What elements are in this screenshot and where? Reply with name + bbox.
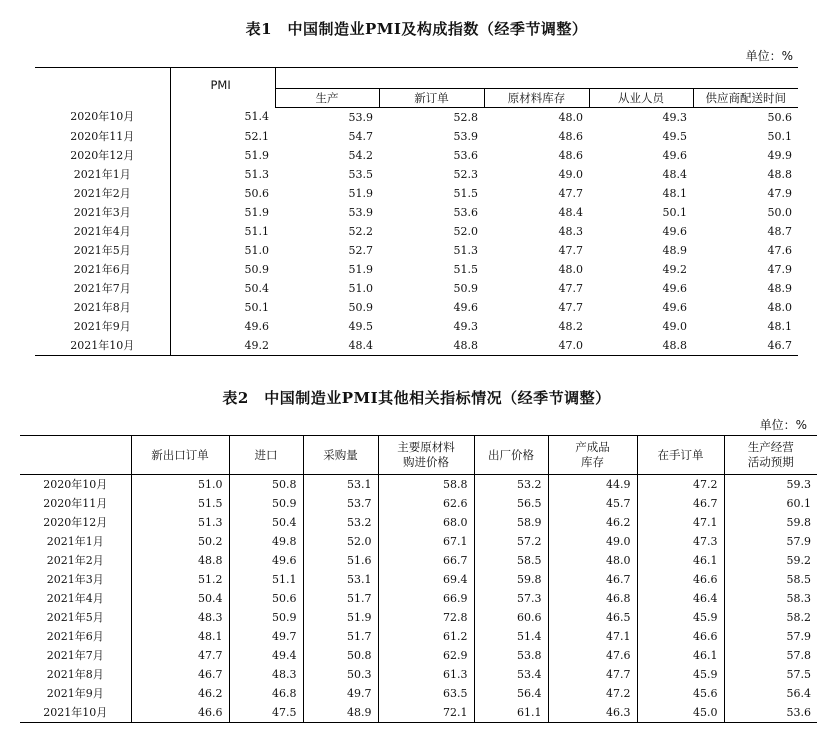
table1-value-cell: 53.5 [348,167,373,181]
row-date: 2021年2月 [46,554,104,567]
table2-value-cell: 66.9 [378,589,474,608]
table1-value-cell: 48.7 [767,224,793,238]
table2-value-cell: 51.5 [131,494,229,513]
table1-value-cell: 49.0 [558,167,583,181]
table2-header-cell [637,436,724,475]
table1-row [35,165,798,184]
table1-value-cell: 48.6 [558,148,583,162]
row-date: 2020年10月 [70,110,135,124]
table2-value-cell: 63.5 [378,684,474,703]
table1-value-cell: 47.7 [558,243,583,257]
table2-value-cell: 47.5 [229,703,303,723]
table2-header-line: 在手订单 [657,447,704,462]
table2-value-cell: 50.4 [131,589,229,608]
table1-value-cell: 52.0 [453,224,478,238]
table2-value-cell: 53.1 [303,475,378,495]
table2-header-line: 主要原材料 [397,440,455,454]
table1-header-cell: 供应商配送时间 [693,88,798,107]
table1-value-cell: 48.9 [662,243,687,257]
table2-value-cell: 53.7 [303,494,378,513]
table2-header-line: 采购量 [323,447,358,462]
table1-row [35,203,798,222]
table1-value-cell: 49.6 [662,300,687,314]
table1-body [35,107,798,355]
table2-header-cell [303,436,378,475]
table2-value-cell: 62.9 [378,646,474,665]
table2-value-cell: 60.1 [724,494,817,513]
table1-value-cell: 48.4 [662,167,687,181]
row-date: 2021年1月 [73,167,131,181]
table2-value-cell: 46.7 [548,570,637,589]
table2-row [20,684,817,703]
table1-unit: 单位：% [745,49,793,63]
table2-header-cell [378,436,474,475]
table2-value-cell: 57.3 [474,589,548,608]
table2-value-cell: 53.4 [474,665,548,684]
row-date: 2021年3月 [73,205,131,219]
table1-title: 表1 中国制造业PMI及构成指数（经季节调整） [245,20,588,38]
table2-header-line: 产成品 [575,440,610,454]
table1-value-cell: 50.4 [170,279,275,298]
table2-value-cell: 45.9 [637,665,724,684]
table1-value-cell: 52.2 [348,224,373,238]
table2-value-cell: 52.0 [303,532,378,551]
table1-value-cell: 53.6 [453,205,478,219]
table2-value-cell: 46.3 [548,703,637,723]
table2 [20,435,817,723]
table1-corner [35,68,170,89]
table1-value-cell: 50.1 [767,129,793,143]
table1-value-cell: 51.9 [348,186,373,200]
table2-row [20,513,817,532]
table2-value-cell: 58.8 [378,475,474,495]
table1-value-cell: 52.3 [453,167,478,181]
table2-header-cell [229,436,303,475]
table2-row [20,532,817,551]
table2-value-cell: 53.2 [474,475,548,495]
table1-row [35,336,798,356]
table1-value-cell: 50.6 [767,110,793,124]
table1-value-cell: 50.9 [453,281,478,295]
table2-value-cell: 46.6 [637,570,724,589]
table2-value-cell: 47.1 [548,627,637,646]
table2-value-cell: 72.8 [378,608,474,627]
table2-value-cell: 46.5 [548,608,637,627]
table2-header-line: 活动预期 [747,455,794,469]
table2-value-cell: 51.0 [131,475,229,495]
table1-value-cell: 52.7 [348,243,373,257]
table2-header-line: 出厂价格 [488,447,534,462]
table2-value-cell: 61.2 [378,627,474,646]
table1-value-cell: 48.8 [379,336,484,356]
table1-value-cell: 53.9 [453,129,478,143]
table1-value-cell: 48.6 [558,129,583,143]
table2-value-cell: 50.9 [229,608,303,627]
table2-value-cell: 50.8 [303,646,378,665]
table2-value-cell: 53.2 [303,513,378,532]
table2-value-cell: 72.1 [378,703,474,723]
table2-value-cell: 46.6 [637,627,724,646]
table1-value-cell: 48.2 [558,319,583,333]
table2-value-cell: 58.3 [724,589,817,608]
table2-value-cell: 50.8 [229,475,303,495]
table1-value-cell: 51.0 [170,241,275,260]
row-date: 2020年12月 [70,148,135,162]
table2-header-cell [474,436,548,475]
table1-value-cell: 53.9 [348,110,373,124]
table2-value-cell: 46.7 [637,494,724,513]
table2-value-cell: 49.8 [229,532,303,551]
table1-value-cell: 51.9 [170,146,275,165]
table1-value-cell: 47.6 [767,243,793,257]
table2-value-cell: 47.1 [637,513,724,532]
row-date: 2020年12月 [43,516,108,529]
row-date: 2021年4月 [73,224,131,238]
table2-value-cell: 46.8 [548,589,637,608]
table1-value-cell: 47.9 [767,262,793,276]
table2-value-cell: 49.7 [229,627,303,646]
row-date: 2020年11月 [43,497,108,510]
table2-value-cell: 47.6 [548,646,637,665]
table2-value-cell: 51.9 [303,608,378,627]
table1-value-cell: 47.9 [767,186,793,200]
table2-row [20,475,817,495]
table2-value-cell: 59.8 [724,513,817,532]
table1-value-cell: 48.4 [558,205,583,219]
row-date: 2020年10月 [43,478,108,491]
table1-row [35,260,798,279]
table2-value-cell: 49.4 [229,646,303,665]
table2-value-cell: 57.8 [724,646,817,665]
table2-header-line: 进口 [254,447,278,462]
table1-value-cell: 47.7 [558,281,583,295]
table2-value-cell: 48.0 [548,551,637,570]
table1-value-cell: 46.7 [693,336,798,356]
table1-value-cell: 49.0 [662,319,687,333]
table2-value-cell: 59.2 [724,551,817,570]
table2-value-cell: 48.9 [303,703,378,723]
table1-value-cell: 49.6 [662,224,687,238]
table2-value-cell: 58.2 [724,608,817,627]
table2-value-cell: 46.2 [131,684,229,703]
table2-value-cell: 46.8 [229,684,303,703]
row-date: 2021年8月 [73,300,131,314]
table2-value-cell: 57.9 [724,532,817,551]
table1-value-cell: 49.6 [453,300,478,314]
table1-value-cell: 48.4 [275,336,379,356]
table2-value-cell: 44.9 [548,475,637,495]
table1-value-cell: 51.3 [453,243,478,257]
row-date: 2021年1月 [46,535,104,548]
row-date: 2021年7月 [73,281,131,295]
table2-body [20,475,817,723]
table2-value-cell: 56.4 [474,684,548,703]
row-date: 2020年11月 [70,129,135,143]
table2-value-cell: 68.0 [378,513,474,532]
table1-value-cell: 50.9 [170,260,275,279]
table1-value-cell: 48.8 [767,167,793,181]
row-date: 2021年2月 [73,186,131,200]
table1-value-cell: 49.3 [662,110,687,124]
table2-value-cell: 47.2 [637,475,724,495]
table1-row [35,279,798,298]
table1 [35,67,798,356]
table1-value-cell: 51.3 [170,165,275,184]
table1-value-cell: 48.0 [558,110,583,124]
table1-value-cell: 51.5 [453,262,478,276]
table2-value-cell: 46.6 [131,703,229,723]
table2-value-cell: 50.3 [303,665,378,684]
table2-unit: 单位：% [759,418,807,432]
table2-value-cell: 66.7 [378,551,474,570]
table2-value-cell: 50.9 [229,494,303,513]
table2-value-cell: 51.1 [229,570,303,589]
table1-value-cell: 48.0 [558,262,583,276]
table2-row [20,589,817,608]
table1-row [35,107,798,127]
table2-value-cell: 49.6 [229,551,303,570]
table1-value-cell: 49.5 [662,129,687,143]
table2-value-cell: 46.1 [637,551,724,570]
table1-value-cell: 50.1 [170,298,275,317]
table1-value-cell: 54.7 [348,129,373,143]
table2-value-cell: 58.5 [724,570,817,589]
table1-value-cell: 50.6 [170,184,275,203]
table2-value-cell: 51.2 [131,570,229,589]
row-date: 2021年5月 [46,611,104,624]
table2-row [20,646,817,665]
row-date: 2021年4月 [46,592,104,605]
table2-value-cell: 50.6 [229,589,303,608]
table2-row [20,665,817,684]
table2-value-cell: 49.7 [303,684,378,703]
table1-row [35,317,798,336]
table1-value-cell: 50.1 [662,205,687,219]
table1-value-cell: 49.6 [662,281,687,295]
table2-value-cell: 51.7 [303,589,378,608]
table2-row [20,551,817,570]
table1-value-cell: 50.0 [767,205,793,219]
table2-value-cell: 48.1 [131,627,229,646]
table2-value-cell: 61.3 [378,665,474,684]
table1-row [35,127,798,146]
table1-value-cell: 51.4 [170,107,275,127]
table1-value-cell: 48.1 [662,186,687,200]
row-date: 2021年9月 [73,319,131,333]
table1-value-cell: 48.8 [589,336,693,356]
table1-header-cell: 新订单 [379,88,484,107]
row-date: 2021年3月 [46,573,104,586]
table2-value-cell: 69.4 [378,570,474,589]
table2-value-cell: 53.1 [303,570,378,589]
table1-value-cell: 53.6 [453,148,478,162]
row-date: 2021年6月 [73,262,131,276]
table1-value-cell: 48.3 [558,224,583,238]
row-date: 2021年9月 [46,687,104,700]
row-date: 2021年5月 [73,243,131,257]
table1-value-cell: 53.9 [348,205,373,219]
table2-value-cell: 45.0 [637,703,724,723]
table1-value-cell: 51.9 [170,203,275,222]
table2-value-cell: 57.5 [724,665,817,684]
row-date: 2021年10月 [20,703,131,723]
table2-row [20,570,817,589]
table2-value-cell: 51.7 [303,627,378,646]
table1-value-cell: 52.1 [170,127,275,146]
table1-value-cell: 51.0 [348,281,373,295]
table1-value-cell: 50.9 [348,300,373,314]
table2-value-cell: 67.1 [378,532,474,551]
table2-header-line: 购进价格 [403,455,449,469]
table2-value-cell: 45.9 [637,608,724,627]
table1-value-cell: 49.6 [170,317,275,336]
table2-value-cell: 48.3 [229,665,303,684]
table2-value-cell: 47.3 [637,532,724,551]
table1-row [35,222,798,241]
table1-value-cell: 49.5 [348,319,373,333]
table2-header-cell [131,436,229,475]
table2-value-cell: 46.4 [637,589,724,608]
table2-value-cell: 45.7 [548,494,637,513]
table2-value-cell: 59.3 [724,475,817,495]
table1-value-cell: 49.9 [767,148,793,162]
table2-value-cell: 51.3 [131,513,229,532]
table2-header-line: 新出口订单 [151,447,209,462]
table2-value-cell: 50.2 [131,532,229,551]
table1-row [35,241,798,260]
table1-value-cell: 47.7 [558,300,583,314]
table2-value-cell: 45.6 [637,684,724,703]
table1-value-cell: 49.6 [662,148,687,162]
table2-value-cell: 48.8 [131,551,229,570]
table1-pmi-header: PMI [210,78,231,92]
table2-value-cell: 60.6 [474,608,548,627]
table2-value-cell: 48.3 [131,608,229,627]
table2-value-cell: 47.7 [131,646,229,665]
table2-value-cell: 58.5 [474,551,548,570]
table2-value-cell: 56.4 [724,684,817,703]
table2-value-cell: 62.6 [378,494,474,513]
table2-value-cell: 51.6 [303,551,378,570]
row-date: 2021年10月 [35,336,170,356]
table1-value-cell: 47.7 [558,186,583,200]
table2-value-cell: 57.2 [474,532,548,551]
table2-value-cell: 59.8 [474,570,548,589]
table2-row [20,703,817,723]
table1-value-cell: 48.1 [767,319,793,333]
row-date: 2021年7月 [46,649,104,662]
table1-value-cell: 48.0 [767,300,793,314]
table2-row [20,627,817,646]
table1-value-cell: 51.1 [170,222,275,241]
table2-value-cell: 51.4 [474,627,548,646]
table2-row [20,494,817,513]
table2-row [20,608,817,627]
table1-header-cell: 从业人员 [589,88,693,107]
row-date: 2021年8月 [46,668,104,681]
table2-value-cell: 57.9 [724,627,817,646]
table1-row [35,298,798,317]
table1-value-cell: 51.9 [348,262,373,276]
table2-header-line: 库存 [581,455,604,469]
table1-value-cell: 51.5 [453,186,478,200]
table2-value-cell: 47.7 [548,665,637,684]
table1-row [35,184,798,203]
table1-header-cell: 原材料库存 [484,88,589,107]
table1-value-cell: 54.2 [348,148,373,162]
table2-header-cell [724,436,817,475]
table2-value-cell: 50.4 [229,513,303,532]
table1-value-cell: 49.3 [453,319,478,333]
table1-header-spacer [275,68,798,89]
table1-value-cell: 48.9 [767,281,793,295]
table2-value-cell: 56.5 [474,494,548,513]
table2-title: 表2 中国制造业PMI其他相关指标情况（经季节调整） [222,389,611,407]
table1-value-cell: 47.0 [484,336,589,356]
table2-value-cell: 49.0 [548,532,637,551]
row-date: 2021年6月 [46,630,104,643]
table2-corner [20,436,131,475]
table2-value-cell: 58.9 [474,513,548,532]
table1-value-cell: 52.8 [453,110,478,124]
table2-header-cell [548,436,637,475]
table1-header-cell: 生产 [275,88,379,107]
table2-value-cell: 47.2 [548,684,637,703]
table2-value-cell: 53.6 [724,703,817,723]
table2-value-cell: 53.8 [474,646,548,665]
table2-value-cell: 46.7 [131,665,229,684]
table2-value-cell: 46.1 [637,646,724,665]
table2-value-cell: 61.1 [474,703,548,723]
table2-header-line: 生产经营 [747,440,794,454]
table1-value-cell: 49.2 [170,336,275,356]
table2-value-cell: 46.2 [548,513,637,532]
table1-row [35,146,798,165]
table1-value-cell: 49.2 [662,262,687,276]
